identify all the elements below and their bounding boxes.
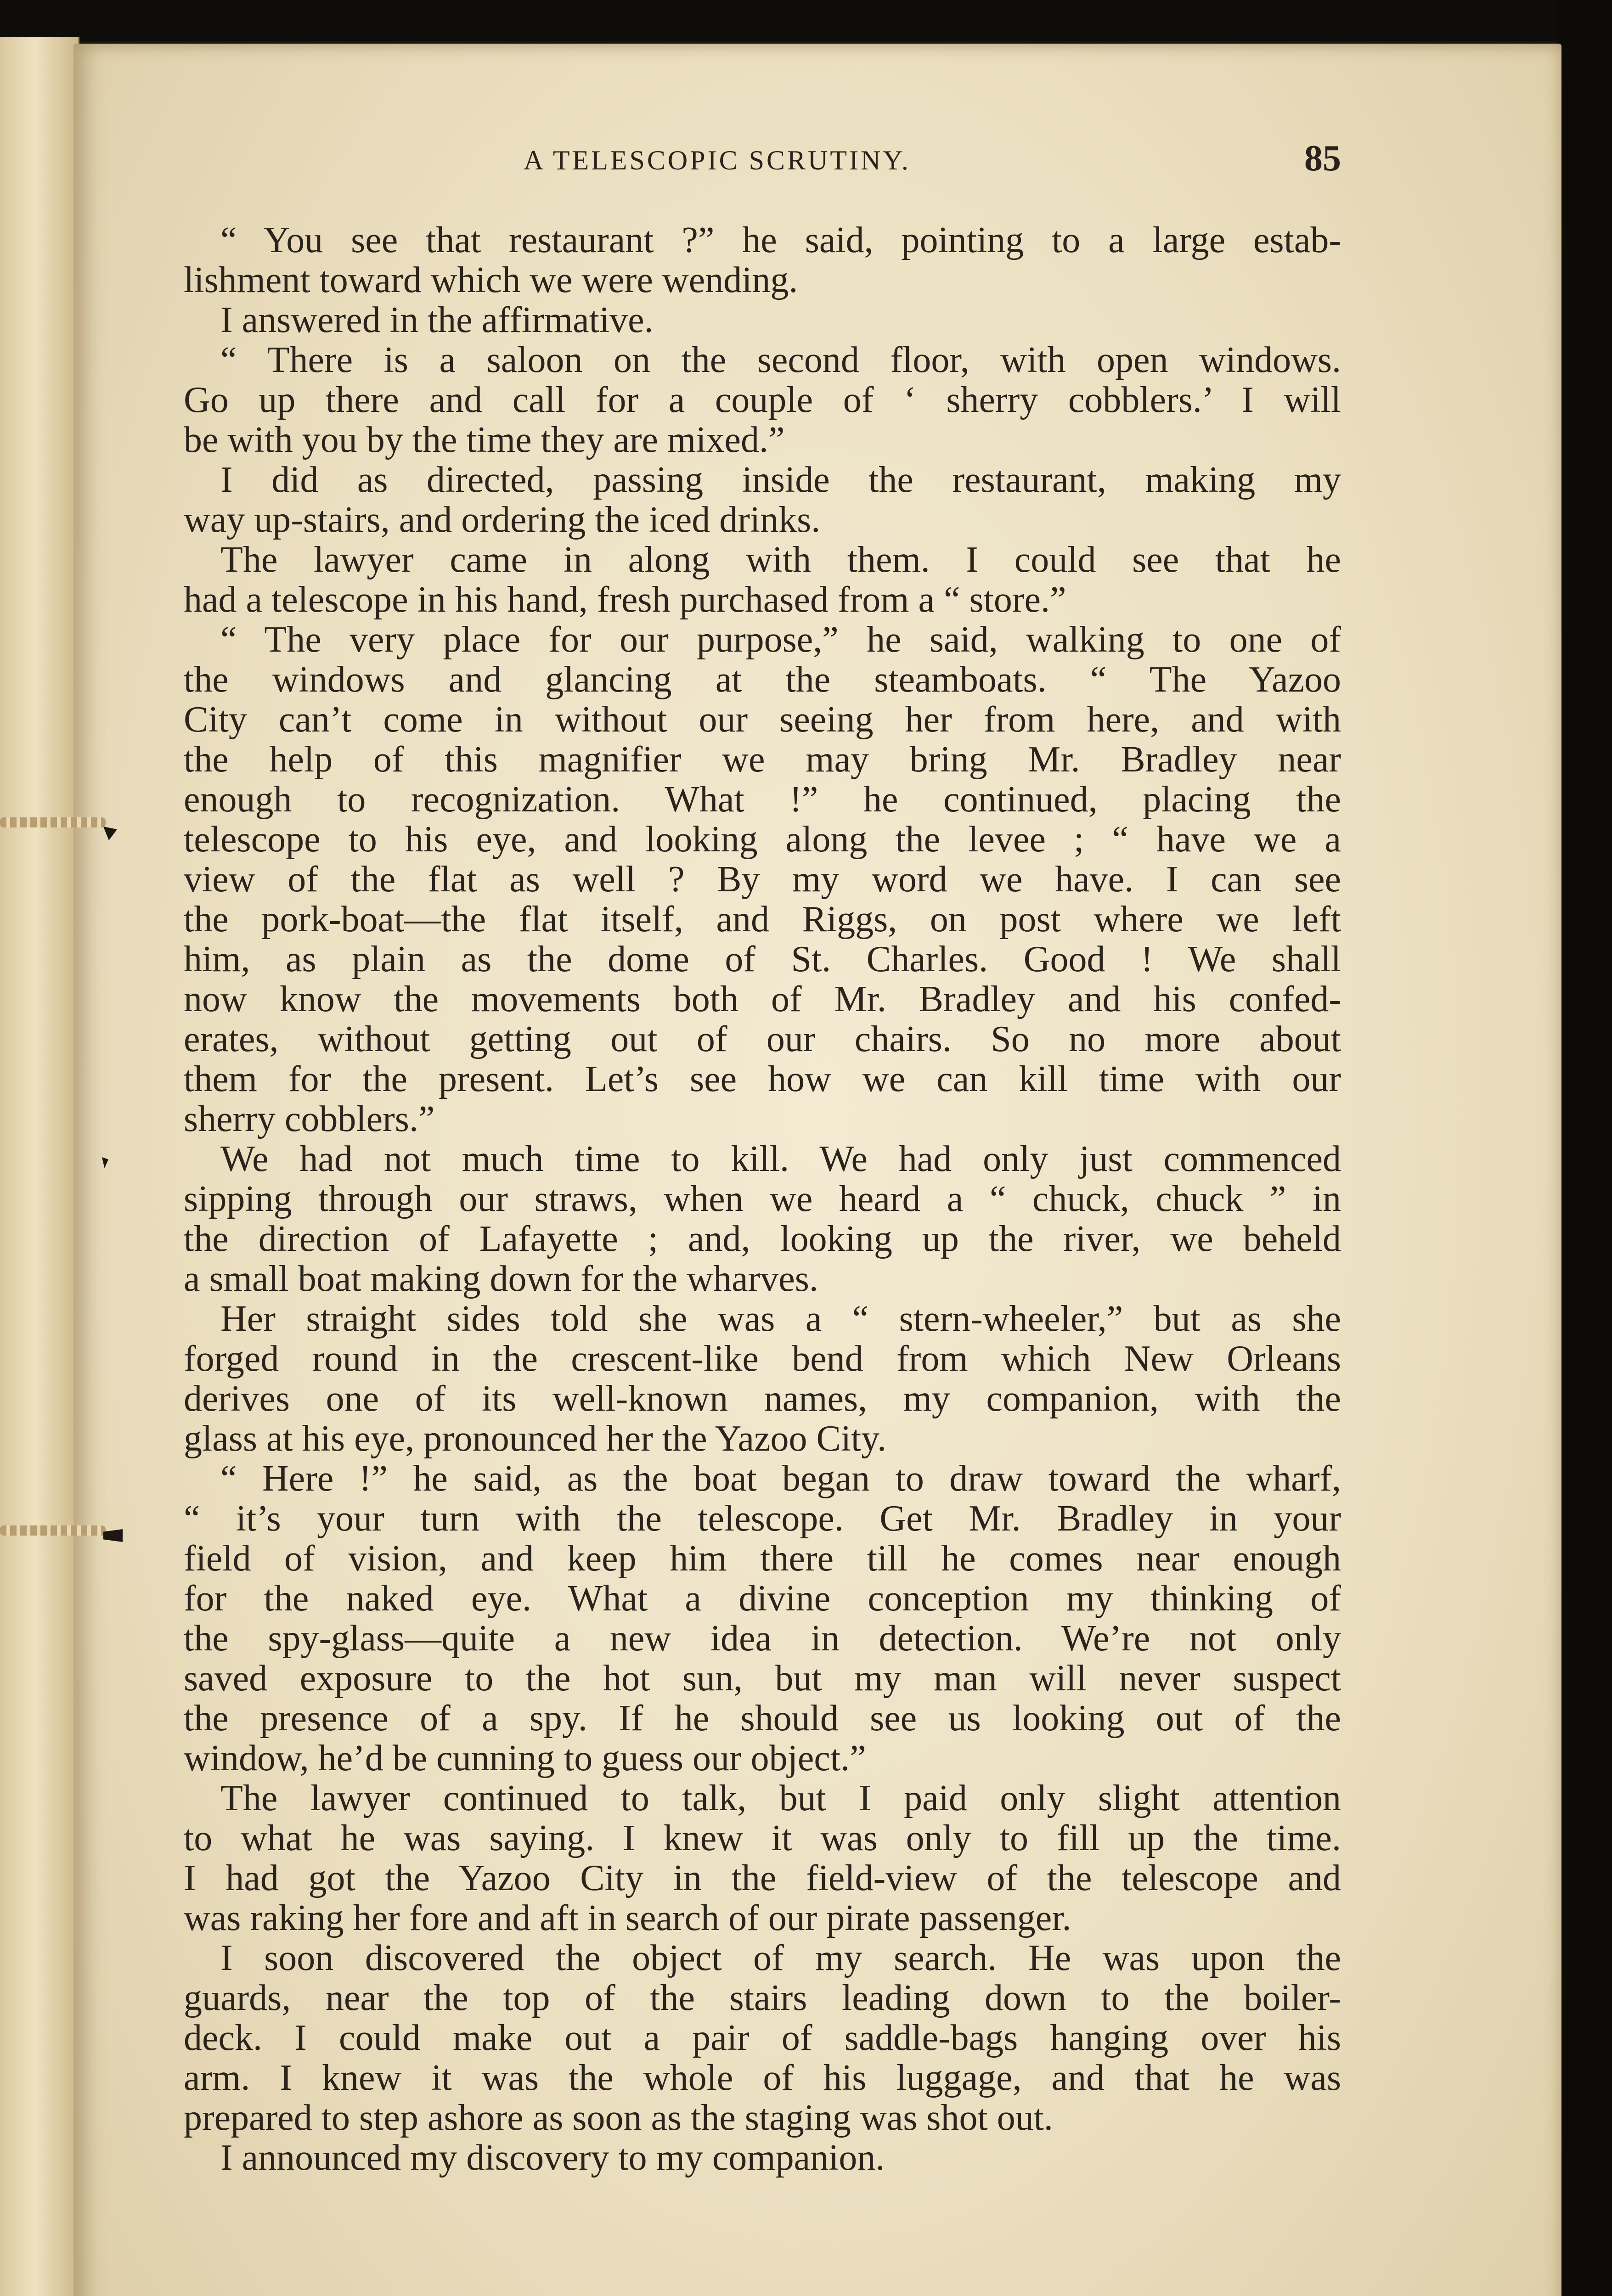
text-line: “ You see that restaurant ?” he said, pointing to a large estab- <box>220 220 1341 260</box>
text-line: the windows and glancing at the steamboats. “ The Yazoo <box>184 660 1341 700</box>
text-line: forged round in the crescent-like bend from which New Orleans <box>184 1339 1341 1379</box>
text-line: I had got the Yazoo City in the field-view of the telescope and <box>184 1858 1341 1898</box>
text-line: the help of this magnifier we may bring Mr. Bradley near <box>184 740 1341 780</box>
text-line: Go up there and call for a couple of ‘ sherry cobblers.’ I will <box>184 380 1341 420</box>
text-line: them for the present. Let’s see how we can kill time with our <box>184 1059 1341 1099</box>
text-line: Her straight sides told she was a “ stern-wheeler,” but as she <box>220 1299 1341 1339</box>
page-number: 85 <box>1304 138 1341 179</box>
text-line: way up-stairs, and ordering the iced drinks. <box>184 500 821 540</box>
text-line: glass at his eye, pronounced her the Yazoo City. <box>184 1419 887 1459</box>
text-line: deck. I could make out a pair of saddle-bags hanging over his <box>184 2018 1341 2058</box>
text-line: The lawyer continued to talk, but I paid only slight attention <box>220 1778 1341 1818</box>
text-line: a small boat making down for the wharves. <box>184 1259 818 1299</box>
text-line: the pork-boat—the flat itself, and Riggs, on post where we left <box>184 900 1341 940</box>
text-line: enough to recognization. What !” he continued, placing the <box>184 780 1341 820</box>
text-line: field of vision, and keep him there till he comes near enough <box>184 1539 1341 1579</box>
text-line: sipping through our straws, when we heard a “ chuck, chuck ” in <box>184 1179 1341 1219</box>
text-line: be with you by the time they are mixed.” <box>184 420 785 460</box>
text-line: I soon discovered the object of my search. He was upon the <box>220 1938 1341 1978</box>
body-text <box>184 220 1341 2178</box>
binding-thread <box>0 1525 106 1536</box>
scan-background-top <box>0 0 1612 41</box>
running-head: A TELESCOPIC SCRUTINY. <box>524 145 911 175</box>
text-line: him, as plain as the dome of St. Charles. Good ! We shall <box>184 940 1341 979</box>
text-line: now know the movements both of Mr. Bradley and his confed- <box>184 979 1341 1019</box>
text-line: I announced my discovery to my companion. <box>220 2138 885 2178</box>
text-line: The lawyer came in along with them. I could see that he <box>220 540 1341 580</box>
text-line: I answered in the affirmative. <box>220 300 654 340</box>
text-line: erates, without getting out of our chairs. So no more about <box>184 1019 1341 1059</box>
text-line: sherry cobblers.” <box>184 1099 435 1139</box>
text-line: City can’t come in without our seeing her from here, and with <box>184 700 1341 740</box>
text-line: to what he was saying. I knew it was only to fill up the time. <box>184 1818 1341 1858</box>
text-line: the spy-glass—quite a new idea in detection. We’re not only <box>184 1619 1341 1659</box>
text-line: “ There is a saloon on the second floor, with open windows. <box>220 340 1341 380</box>
page-header <box>184 140 1341 191</box>
scan-background-right <box>1557 0 1612 2296</box>
text-line: for the naked eye. What a divine conception my thinking of <box>184 1579 1341 1619</box>
text-line: was raking her fore and aft in search of our pirate passenger. <box>184 1898 1071 1938</box>
binding-gutter <box>0 37 79 2296</box>
text-line: the direction of Lafayette ; and, looking up the river, we beheld <box>184 1219 1341 1259</box>
text-line: window, he’d be cunning to guess our object.” <box>184 1739 866 1778</box>
text-line: prepared to step ashore as soon as the staging was shot out. <box>184 2098 1053 2138</box>
text-line: I did as directed, passing inside the restaurant, making my <box>220 460 1341 500</box>
binding-thread <box>0 817 106 827</box>
text-line: “ The very place for our purpose,” he said, walking to one of <box>220 620 1341 660</box>
text-line: view of the flat as well ? By my word we have. I can see <box>184 860 1341 900</box>
text-line: “ Here !” he said, as the boat began to draw toward the wharf, <box>220 1459 1341 1499</box>
text-line: “ it’s your turn with the telescope. Get Mr. Bradley in your <box>184 1499 1341 1539</box>
text-line: had a telescope in his hand, fresh purchased from a “ store.” <box>184 580 1066 620</box>
text-line: lishment toward which we were wending. <box>184 260 798 300</box>
text-line: We had not much time to kill. We had only just commenced <box>220 1139 1341 1179</box>
text-line: telescope to his eye, and looking along the levee ; “ have we a <box>184 820 1341 860</box>
text-line: the presence of a spy. If he should see us looking out of the <box>184 1699 1341 1739</box>
text-line: guards, near the top of the stairs leading down to the boiler- <box>184 1978 1341 2018</box>
text-line: arm. I knew it was the whole of his luggage, and that he was <box>184 2058 1341 2098</box>
text-line: saved exposure to the hot sun, but my man will never suspect <box>184 1659 1341 1699</box>
text-line: derives one of its well-known names, my companion, with the <box>184 1379 1341 1419</box>
